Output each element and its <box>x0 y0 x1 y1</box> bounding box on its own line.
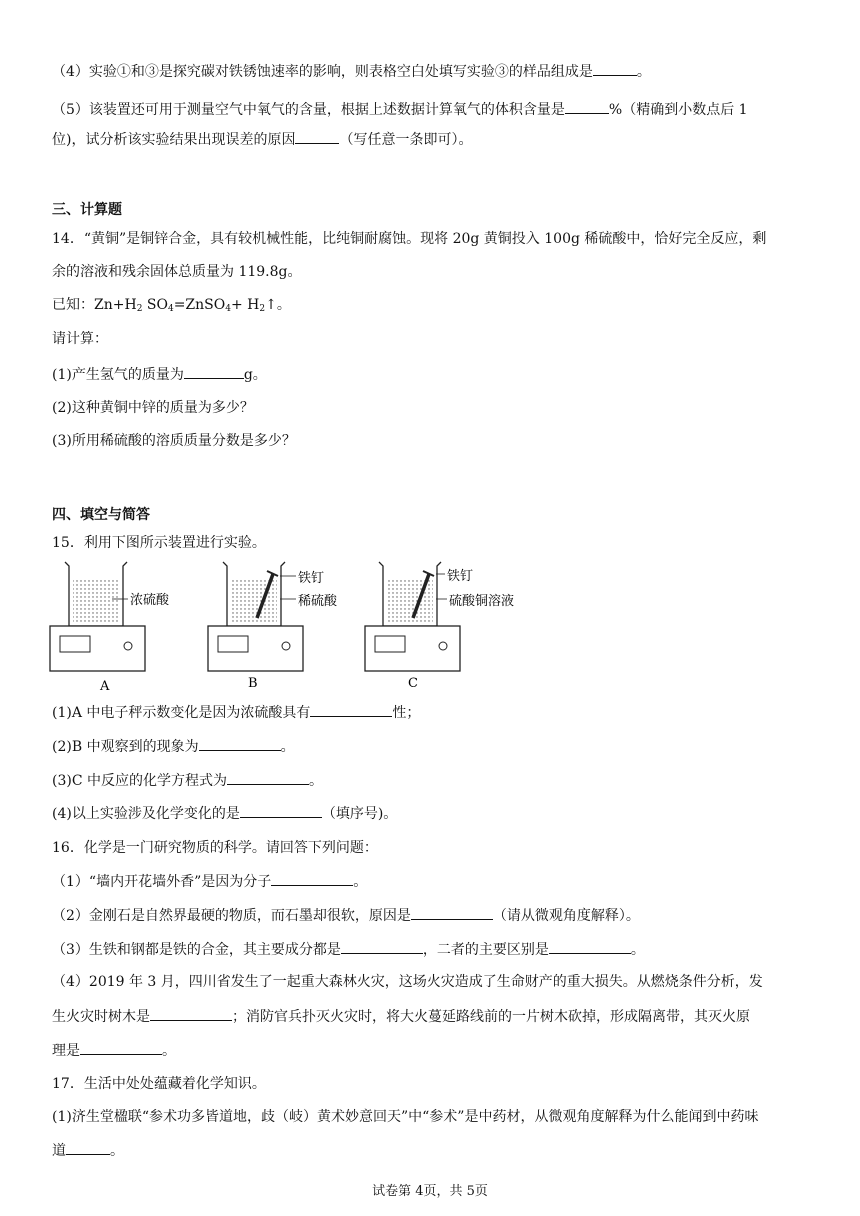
subscript: 4 <box>167 304 174 314</box>
equation-part: 已知：Zn+H <box>52 297 137 313</box>
label-b: B <box>248 676 258 691</box>
label-c: C <box>408 676 418 691</box>
q16-intro: 16．化学是一门研究物质的科学。请回答下列问题： <box>52 840 378 856</box>
q17-part1-line2 <box>52 1140 124 1161</box>
subquestion-text: (3)C 中反应的化学方程式为 <box>52 773 227 789</box>
q13-part5-end: （写任意一条即可）。 <box>339 132 473 148</box>
q15-subquestion-4 <box>52 803 397 824</box>
subquestion-text: （1）“墙内开花墙外香”是因为分子 <box>52 874 272 890</box>
q14-subquestion-2: (2)这种黄铜中锌的质量为多少？ <box>52 400 254 416</box>
subquestion-end: 。 <box>110 1143 124 1159</box>
equation-part: ↑。 <box>265 297 291 313</box>
scale-c-display <box>375 636 405 652</box>
answer-blank[interactable] <box>80 1040 162 1055</box>
q13-part5-unit: %（精确到小数点后 1 <box>608 102 748 118</box>
section-title-fill-in: 四、填空与简答 <box>52 507 150 523</box>
answer-blank[interactable] <box>184 364 244 379</box>
q14-stem-line1: 14．“黄铜”是铜锌合金，具有较机械性能，比纯铜耐腐蚀。现将 20g 黄铜投入 100g 稀硫酸中，恰好完全反应，剩 <box>52 231 767 247</box>
subquestion-unit: g。 <box>243 367 267 383</box>
subquestion-text: （3）生铁和钢都是铁的合金，其主要成分都是 <box>52 942 341 958</box>
q15-subquestion-1 <box>52 702 420 723</box>
apparatus-b <box>208 562 338 691</box>
subscript: 2 <box>259 304 266 314</box>
answer-blank[interactable] <box>150 1006 232 1021</box>
subquestion-end: 。 <box>630 942 645 958</box>
answer-blank[interactable] <box>549 939 631 954</box>
answer-blank[interactable] <box>593 61 637 76</box>
answer-blank[interactable] <box>240 803 322 818</box>
equation-part: =ZnSO <box>173 297 226 313</box>
subquestion-text: 道 <box>52 1143 66 1159</box>
beaker-a-liquid <box>73 578 119 624</box>
q13-part4-text: （4）实验①和③是探究碳对铁锈蚀速率的影响，则表格空白处填写实验③的样品组成是 <box>52 64 593 80</box>
q13-part4-end: 。 <box>636 64 651 80</box>
section-title-calculation: 三、计算题 <box>52 202 122 218</box>
subquestion-text: 生火灾时树木是 <box>52 1009 150 1025</box>
subquestion-text: (1)产生氢气的质量为 <box>52 367 184 383</box>
scale-b-display <box>218 636 248 652</box>
answer-blank[interactable] <box>66 1140 110 1155</box>
q17-part1-line1: (1)济生堂楹联“参术功多皆道地，歧（岐）黄术妙意回天”中“参术”是中药材，从微观角度解释为什么能闻到中药味 <box>52 1109 759 1125</box>
subquestion-end: 性； <box>392 705 421 721</box>
q13-part5-line2 <box>52 129 472 150</box>
q15-intro: 15．利用下图所示装置进行实验。 <box>52 535 266 551</box>
label-b-liquid: 稀硫酸 <box>298 594 338 609</box>
label-a-liquid: 浓硫酸 <box>130 593 170 608</box>
subquestion-end: （填序号)。 <box>321 806 398 822</box>
q17-intro: 17．生活中处处蕴藏着化学知识。 <box>52 1076 266 1092</box>
q16-part3 <box>52 939 645 960</box>
apparatus-c <box>365 562 514 691</box>
page-footer: 试卷第 4页，共 5页 <box>372 1184 488 1199</box>
q14-subquestion-3: (3)所用稀硫酸的溶质质量分数是多少？ <box>52 433 296 449</box>
subquestion-text: ；消防官兵扑灭火灾时，将大火蔓延路线前的一片树木砍掉，形成隔离带，其灭火原 <box>232 1009 750 1025</box>
q13-part5-text2: 位)，试分析该实验结果出现误差的原因 <box>52 132 296 148</box>
answer-blank[interactable] <box>341 939 423 954</box>
subscript: 2 <box>136 304 143 314</box>
subquestion-text: (1)A 中电子秤示数变化是因为浓硫酸具有 <box>52 705 311 721</box>
subquestion-end: 。 <box>280 739 295 755</box>
subscript: 4 <box>225 304 231 314</box>
label-c-nail: 铁钉 <box>447 569 474 584</box>
q14-stem-line2: 余的溶液和残余固体总质量为 119.8g。 <box>52 264 302 280</box>
scale-c-button <box>439 642 447 650</box>
q15-apparatus-figure <box>40 556 540 696</box>
answer-blank[interactable] <box>199 736 281 751</box>
q14-equation <box>52 295 291 315</box>
subquestion-end: （请从微观角度解释）。 <box>492 908 640 924</box>
subquestion-text: (4)以上实验涉及化学变化的是 <box>52 806 240 822</box>
answer-blank[interactable] <box>565 99 609 114</box>
subquestion-text: (2)B 中观察到的现象为 <box>52 739 199 755</box>
subquestion-end: 。 <box>309 773 323 789</box>
q14-prompt: 请计算： <box>52 331 108 347</box>
q16-part1 <box>52 871 367 892</box>
subquestion-text: ，二者的主要区别是 <box>422 942 549 958</box>
answer-blank[interactable] <box>310 702 392 717</box>
subquestion-end: 。 <box>162 1043 176 1059</box>
scale-a-button <box>124 642 132 650</box>
q15-subquestion-3 <box>52 770 323 791</box>
label-c-liquid: 硫酸铜溶液 <box>449 594 515 609</box>
apparatus-a <box>50 562 170 694</box>
answer-blank[interactable] <box>411 905 493 920</box>
label-b-nail: 铁钉 <box>298 571 325 586</box>
answer-blank[interactable] <box>295 129 339 144</box>
q13-part5-text: （5）该装置还可用于测量空气中氧气的含量，根据上述数据计算氧气的体积含量是 <box>52 102 565 118</box>
equation-part: + H <box>230 297 260 313</box>
equation-part: SO <box>142 297 168 313</box>
q16-part2 <box>52 905 640 926</box>
q13-part4 <box>52 61 651 82</box>
subquestion-end: 。 <box>353 874 368 890</box>
q15-subquestion-2 <box>52 736 295 757</box>
q16-part4-line3 <box>52 1040 176 1061</box>
scale-b-button <box>282 642 290 650</box>
label-a: A <box>100 679 110 694</box>
q16-part4-line2 <box>52 1006 750 1027</box>
subquestion-text: 理是 <box>52 1043 80 1059</box>
subquestion-text: （2）金刚石是自然界最硬的物质，而石墨却很软，原因是 <box>52 908 411 924</box>
q13-part5-line1 <box>52 99 748 120</box>
q16-part4-line1: （4）2019 年 3 月，四川省发生了一起重大森林火灾，这场火灾造成了生命财产的重大损失。从燃烧条件分析，发 <box>52 974 763 990</box>
answer-blank[interactable] <box>271 871 353 886</box>
answer-blank[interactable] <box>227 770 309 785</box>
scale-a-display <box>60 636 90 652</box>
q14-subquestion-1 <box>52 364 267 385</box>
